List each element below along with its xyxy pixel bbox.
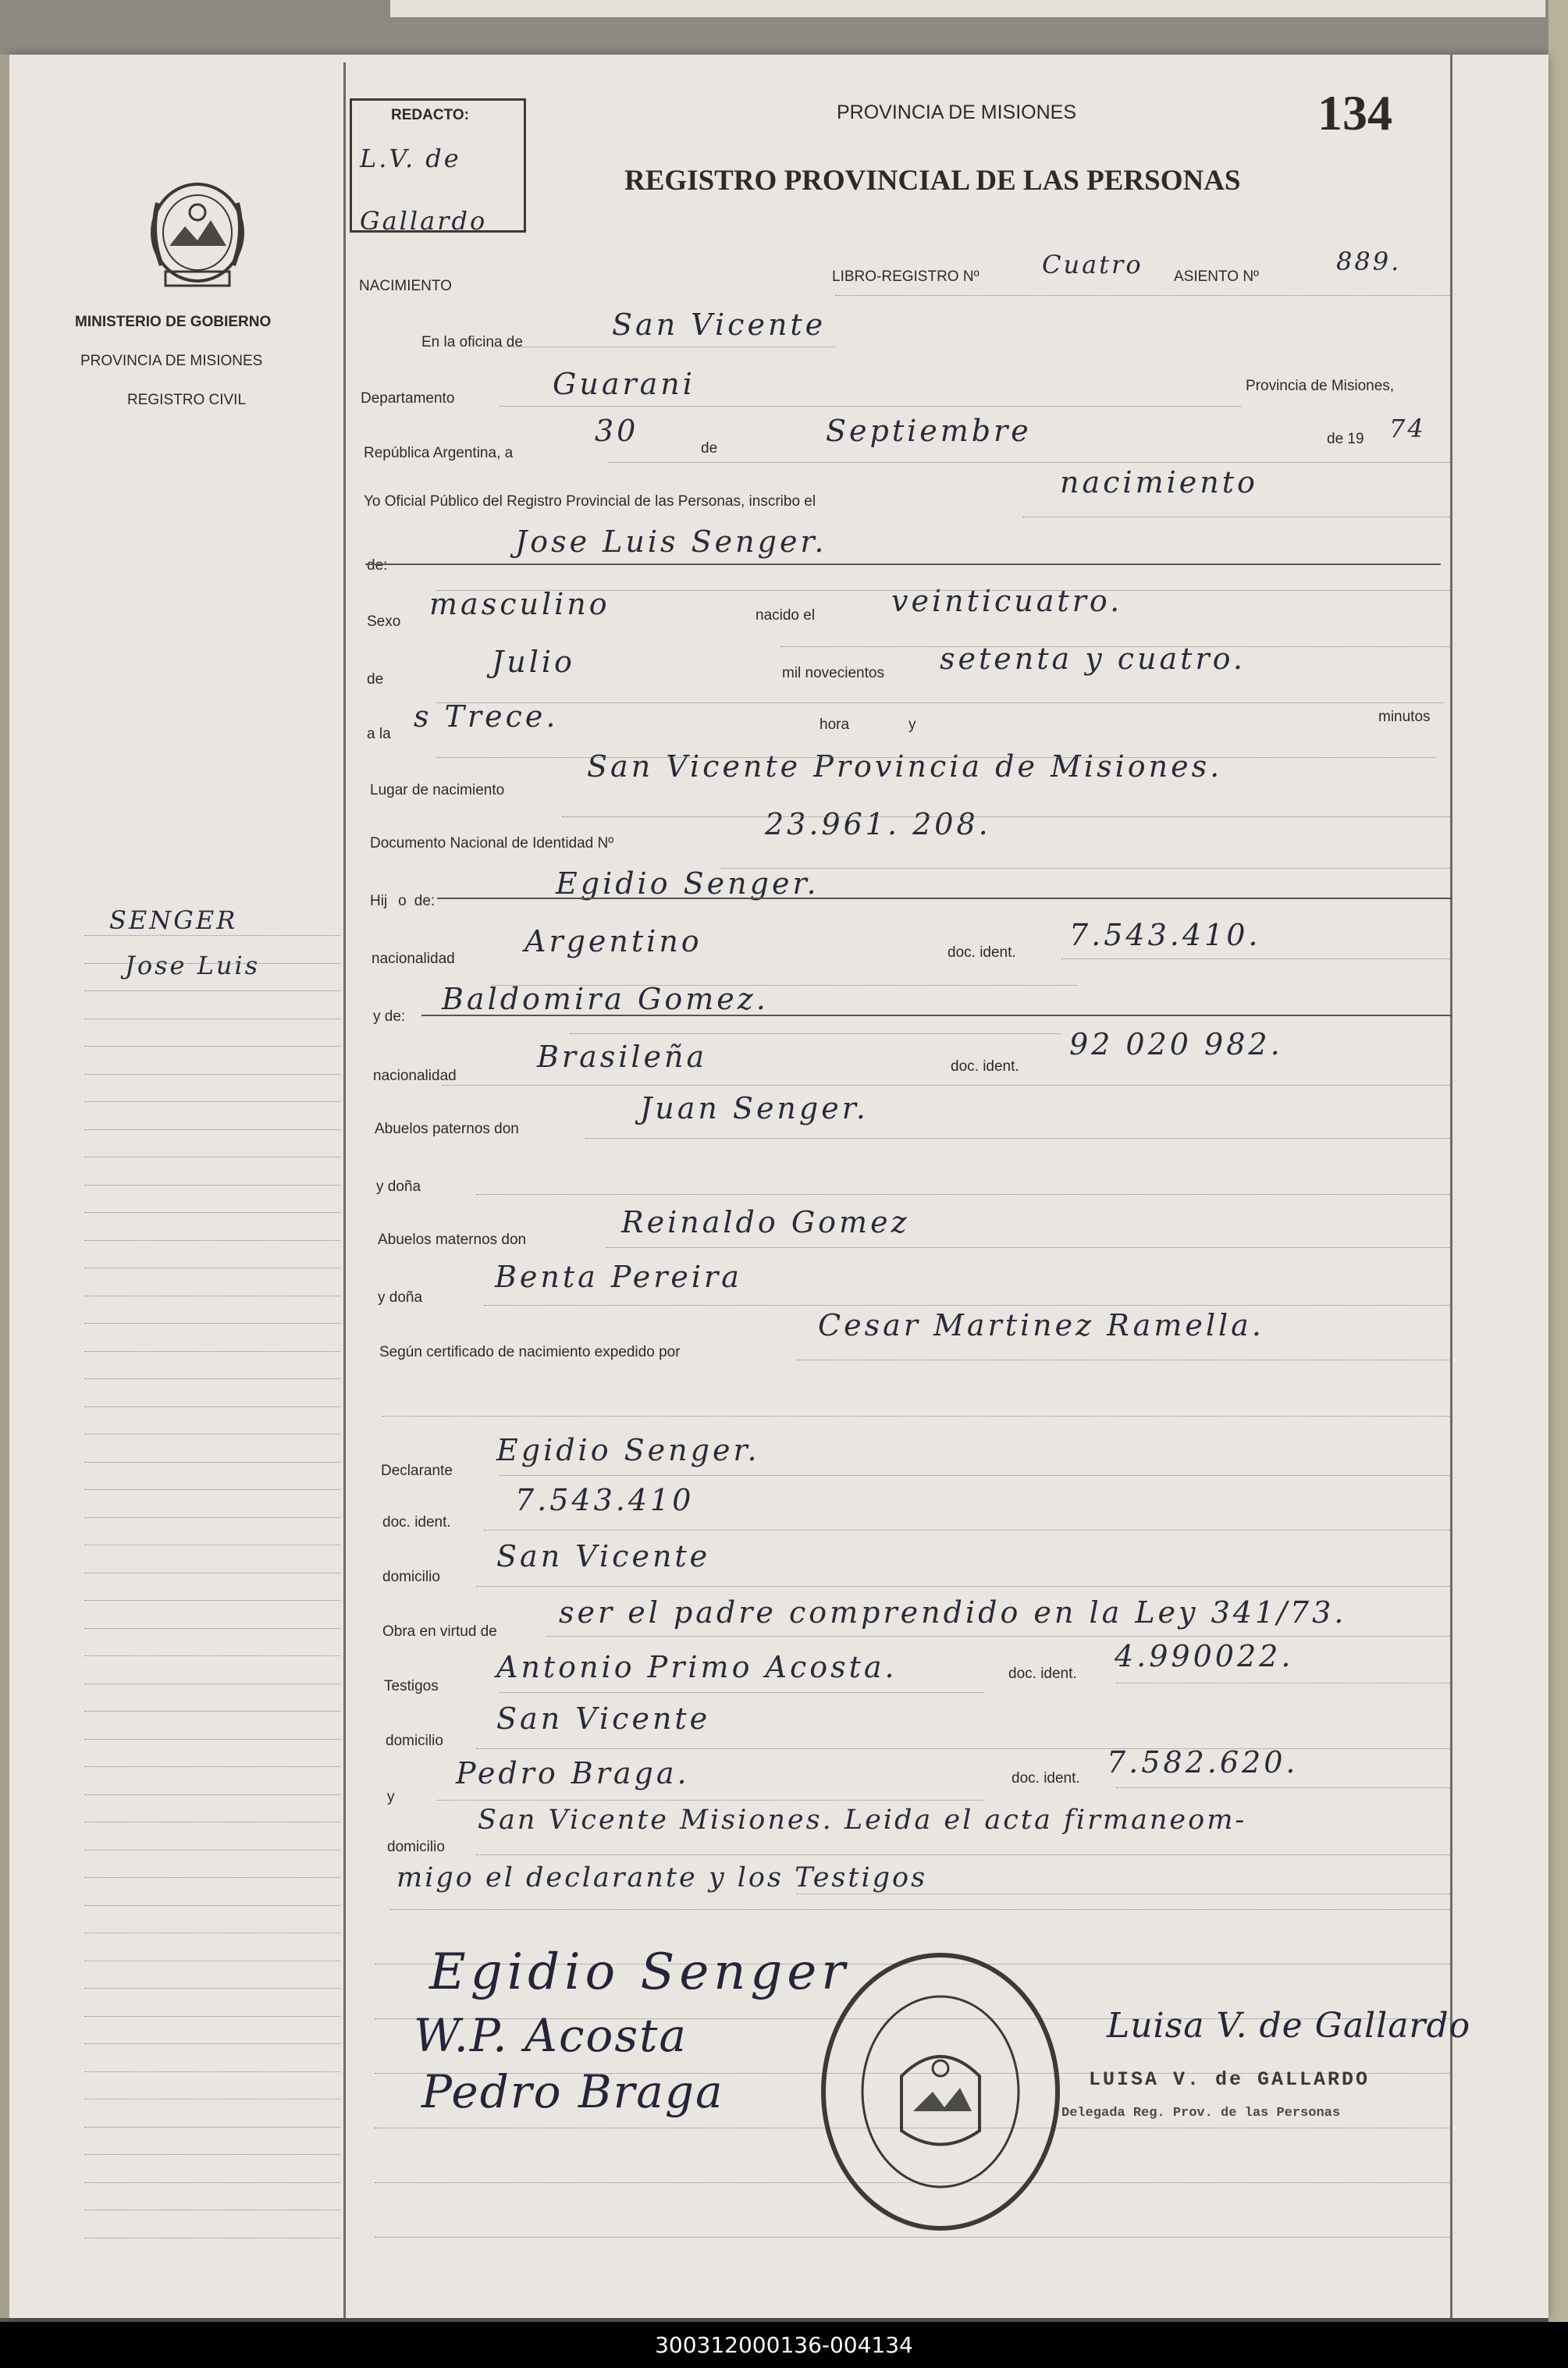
margin-given-name: Jose Luis xyxy=(125,951,261,980)
oficina-value: San Vicente xyxy=(612,308,827,342)
page-number: 134 xyxy=(1317,85,1392,140)
sidebar-rule xyxy=(84,1794,340,1795)
abuela-pat-label: y doña xyxy=(376,1179,421,1195)
de-padre-label: de: xyxy=(414,893,436,909)
form-rule xyxy=(500,406,1241,407)
abuelo-mat-value: Reinaldo Gomez xyxy=(621,1205,910,1239)
testigo2-domicilio-label: domicilio xyxy=(387,1839,445,1855)
form-rule xyxy=(609,462,1452,463)
padre-nacionalidad-label: nacionalidad xyxy=(372,951,455,967)
form-rule xyxy=(585,1138,1452,1139)
hijo-prefix: Hij xyxy=(370,893,388,909)
form-rule xyxy=(1116,1787,1452,1788)
registry-title: REGISTRO PROVINCIAL DE LAS PERSONAS xyxy=(624,165,1241,197)
madre-value: Baldomira Gomez. xyxy=(442,982,769,1016)
testigo1-domicilio-value: San Vicente xyxy=(496,1701,711,1736)
sidebar-rule xyxy=(84,1462,340,1463)
asiento-label: ASIENTO Nº xyxy=(1174,268,1259,285)
declarante-doc-value: 7.543.410 xyxy=(515,1483,695,1517)
hora-label: hora xyxy=(820,716,850,733)
form-rule xyxy=(437,757,1436,758)
anio-value: 74 xyxy=(1389,414,1426,443)
sidebar-rule xyxy=(84,990,340,991)
sidebar-rule xyxy=(84,1766,340,1767)
asiento-value: 889. xyxy=(1336,247,1402,276)
form-rule xyxy=(442,1085,1452,1086)
sidebar-rule xyxy=(84,1212,340,1213)
sidebar-rule xyxy=(84,1988,340,1989)
hora-value: s Trece. xyxy=(414,699,559,734)
official-stamp-name: LUISA V. de GALLARDO xyxy=(1089,2068,1371,2091)
declarante-label: Declarante xyxy=(381,1463,453,1479)
oficial-value: nacimiento xyxy=(1060,465,1258,500)
section-label: NACIMIENTO xyxy=(359,278,452,294)
sidebar-rule xyxy=(84,1628,340,1629)
lugar-value: San Vicente Provincia de Misiones. xyxy=(587,749,1223,784)
dni-value: 23.961. 208. xyxy=(765,807,991,841)
sidebar-rule xyxy=(84,2182,340,2183)
dni-label: Documento Nacional de Identidad Nº xyxy=(370,835,614,852)
libro-label: LIBRO-REGISTRO Nº xyxy=(832,268,980,285)
form-rule xyxy=(484,1305,1452,1306)
provincial-crest-icon xyxy=(142,172,253,297)
sidebar-rule xyxy=(84,2127,340,2128)
previous-page-edge xyxy=(390,0,1545,17)
redacto-box xyxy=(350,98,526,236)
anio-nac-value: setenta y cuatro. xyxy=(940,642,1246,676)
dia-value: 30 xyxy=(595,414,639,448)
madre-nacionalidad-value: Brasileña xyxy=(537,1040,708,1074)
sidebar-rule xyxy=(84,1406,340,1407)
form-rule xyxy=(484,1530,1452,1531)
certificado-value: Cesar Martinez Ramella. xyxy=(818,1308,1264,1342)
sidebar-rule xyxy=(84,1351,340,1352)
obra-label: Obra en virtud de xyxy=(382,1623,497,1640)
hijo-label xyxy=(370,893,435,910)
testigo2-domicilio-cont: migo el declarante y los Testigos xyxy=(396,1862,928,1893)
form-rule xyxy=(606,1247,1452,1248)
registry-seal-icon xyxy=(812,1943,1069,2240)
form-solid-rule xyxy=(437,898,1452,899)
form-rule xyxy=(780,646,1452,647)
form-rule xyxy=(437,702,1444,703)
form-rule xyxy=(546,1636,1452,1637)
de-mes-label: de xyxy=(367,671,384,688)
de-label: de xyxy=(701,440,718,457)
page-binding xyxy=(0,55,9,2318)
testigo2-doc-value: 7.582.620. xyxy=(1107,1745,1299,1780)
signature-declarante: Egidio Senger xyxy=(429,1943,850,2001)
right-page-border xyxy=(1450,55,1452,2318)
ministry-label: MINISTERIO DE GOBIERNO xyxy=(75,314,272,330)
nombre-value: Jose Luis Senger. xyxy=(515,524,827,559)
y-de-label: y de: xyxy=(373,1008,406,1025)
certificado-label: Según certificado de nacimiento expedido por xyxy=(379,1344,681,1360)
sidebar-rule xyxy=(84,1850,340,1851)
form-solid-rule xyxy=(365,564,1441,565)
signature-testigo1: W.P. Acosta xyxy=(414,2009,688,2062)
form-rule xyxy=(437,590,1452,591)
republica-label: República Argentina, a xyxy=(364,445,514,461)
sidebar-rule xyxy=(84,1323,340,1324)
abuela-mat-label: y doña xyxy=(378,1289,423,1306)
form-rule xyxy=(570,1033,1061,1034)
sidebar-rule xyxy=(84,1739,340,1740)
form-rule xyxy=(1061,958,1452,959)
testigo1-value: Antonio Primo Acosta. xyxy=(496,1650,898,1684)
nacido-value: veinticuatro. xyxy=(891,584,1123,618)
obra-value: ser el padre comprendido en la Ley 341/73. xyxy=(559,1595,1347,1630)
sidebar-rule xyxy=(84,1489,340,1490)
oficina-label: En la oficina de xyxy=(421,334,523,350)
form-rule xyxy=(1116,1683,1452,1684)
libro-value: Cuatro xyxy=(1042,250,1143,279)
sidebar-rule xyxy=(84,2071,340,2072)
provincia-suffix: Provincia de Misiones, xyxy=(1246,378,1395,394)
declarante-doc-label: doc. ident. xyxy=(382,1514,451,1531)
sidebar-rule xyxy=(84,2016,340,2017)
declarante-value: Egidio Senger. xyxy=(496,1433,760,1467)
madre-doc-value: 92 020 982. xyxy=(1069,1027,1283,1061)
civil-registry-label: REGISTRO CIVIL xyxy=(127,392,247,408)
sidebar-rule xyxy=(84,1517,340,1518)
form-rule xyxy=(476,1854,1452,1855)
testigo1-doc-value: 4.990022. xyxy=(1115,1639,1294,1673)
form-rule xyxy=(721,868,1452,869)
form-rule xyxy=(390,1909,1452,1910)
form-rule xyxy=(476,1748,1452,1749)
book-cover-edge xyxy=(1548,0,1568,2326)
padre-doc-value: 7.543.410. xyxy=(1069,918,1261,952)
oficial-label: Yo Oficial Público del Registro Provincial de las Personas, inscribo el xyxy=(364,493,816,510)
testigo2-doc-label: doc. ident. xyxy=(1012,1770,1080,1787)
sidebar-province-label: PROVINCIA DE MISIONES xyxy=(80,353,263,369)
mes-nac-value: Julio xyxy=(492,645,575,679)
signature-official: Luisa V. de Gallardo xyxy=(1107,2006,1471,2046)
declarante-domicilio-label: domicilio xyxy=(382,1569,440,1585)
madre-doc-label: doc. ident. xyxy=(951,1058,1019,1075)
nacido-label: nacido el xyxy=(756,607,816,624)
testigo2-y-label: y xyxy=(387,1789,395,1805)
form-rule xyxy=(562,816,1452,817)
sidebar-rule xyxy=(84,963,340,964)
form-rule xyxy=(476,1586,1452,1587)
form-rule xyxy=(835,295,1452,296)
sidebar-rule xyxy=(84,2099,340,2100)
sidebar-rule xyxy=(84,1877,340,1878)
sidebar-rule xyxy=(84,1932,340,1933)
testigo2-domicilio-value: San Vicente Misiones. Leida el acta firmaneom- xyxy=(478,1804,1247,1836)
margin-surname: SENGER xyxy=(109,905,238,935)
sidebar-rule xyxy=(84,2154,340,2155)
testigo1-domicilio-label: domicilio xyxy=(386,1733,443,1749)
madre-nacionalidad-label: nacionalidad xyxy=(373,1068,457,1084)
departamento-label: Departamento xyxy=(361,390,455,407)
sidebar-rule xyxy=(84,1240,340,1241)
abuelos-pat-label: Abuelos paternos don xyxy=(375,1121,519,1137)
sidebar-rule xyxy=(84,1434,340,1435)
redacto-label: REDACTO: xyxy=(391,107,469,123)
sexo-value: masculino xyxy=(429,587,610,621)
mil-label: mil novecientos xyxy=(782,665,884,681)
sidebar-rule xyxy=(84,1101,340,1102)
padre-value: Egidio Senger. xyxy=(556,866,820,901)
sidebar-rule xyxy=(84,1378,340,1379)
form-rule xyxy=(500,1475,1452,1476)
testigo1-doc-label: doc. ident. xyxy=(1008,1666,1077,1682)
sidebar-rule xyxy=(84,2043,340,2044)
sidebar-rule xyxy=(84,1185,340,1186)
abuelos-mat-label: Abuelos maternos don xyxy=(378,1232,527,1248)
sidebar-rule xyxy=(84,1129,340,1130)
form-rule xyxy=(382,1416,1452,1417)
sidebar-rule xyxy=(84,1600,340,1601)
sexo-label: Sexo xyxy=(367,613,401,630)
a-la-label: a la xyxy=(367,726,391,742)
footer-id: 300312000136-004134 xyxy=(0,2322,1568,2368)
padre-nacionalidad-value: Argentino xyxy=(524,924,702,958)
lugar-label: Lugar de nacimiento xyxy=(370,782,505,798)
sidebar-rule xyxy=(84,1074,340,1075)
departamento-value: Guarani xyxy=(553,367,695,401)
sidebar-rule xyxy=(84,935,340,936)
header-province: PROVINCIA DE MISIONES xyxy=(837,101,1077,123)
redacto-value: L.V. de Gallardo xyxy=(360,144,488,236)
book-top-edge xyxy=(0,0,1568,55)
minutos-label: minutos xyxy=(1378,709,1431,725)
signature-testigo2: Pedro Braga xyxy=(421,2065,724,2118)
form-rule xyxy=(500,1692,983,1693)
abuela-mat-value: Benta Pereira xyxy=(495,1260,742,1294)
mes-value: Septiembre xyxy=(826,414,1032,448)
de-nombre-label: de: xyxy=(367,557,388,574)
declarante-domicilio-value: San Vicente xyxy=(496,1539,711,1573)
left-column-divider xyxy=(343,62,346,2318)
form-rule xyxy=(437,1800,983,1801)
sidebar-rule xyxy=(84,1711,340,1712)
testigo2-value: Pedro Braga. xyxy=(456,1756,690,1790)
testigos-label: Testigos xyxy=(384,1678,439,1694)
anio-prefix: de 19 xyxy=(1327,431,1364,447)
abuelo-pat-value: Juan Senger. xyxy=(640,1091,869,1125)
form-rule xyxy=(796,1893,1452,1894)
form-solid-rule xyxy=(421,1015,1452,1016)
y-label: y xyxy=(908,716,916,733)
official-stamp-role: Delegada Reg. Prov. de las Personas xyxy=(1061,2106,1341,2121)
hijo-suffix: o xyxy=(398,893,407,909)
sidebar-rule xyxy=(84,1046,340,1047)
form-rule xyxy=(476,1194,1452,1195)
form-rule xyxy=(492,985,1077,986)
padre-doc-label: doc. ident. xyxy=(948,944,1016,961)
sidebar-rule xyxy=(84,1655,340,1656)
sidebar-rule xyxy=(84,1905,340,1906)
